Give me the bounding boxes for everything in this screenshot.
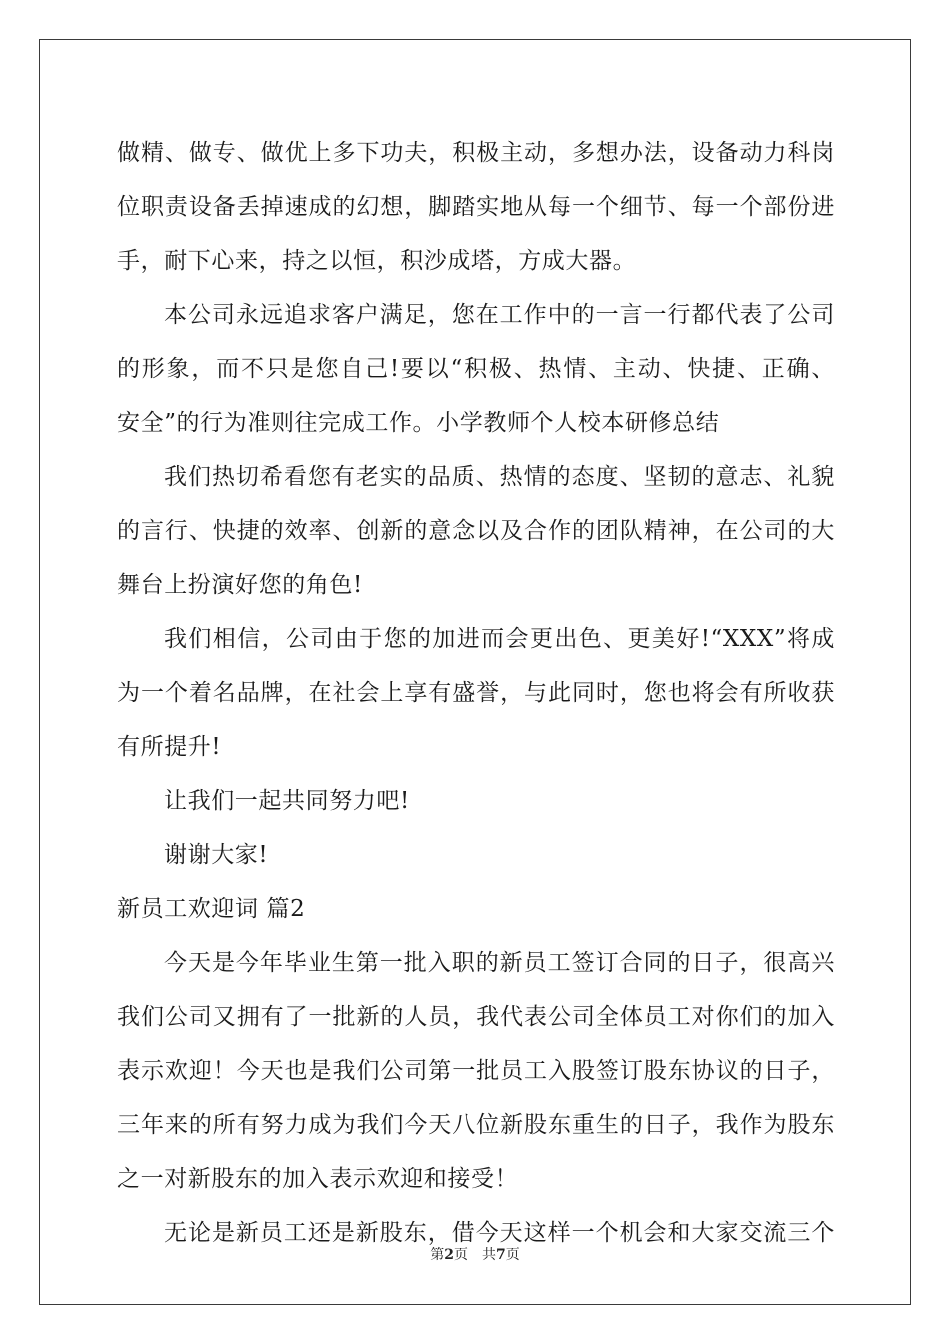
- page-number-prefix: 第: [430, 1247, 445, 1263]
- paragraph-start-line: 无论是新员工还是新股东，借今天这样一个机会和大家交流三个: [164, 1220, 835, 1246]
- text-line: 的言行、快捷的效率、创新的意念以及合作的团队精神，在公司的大: [117, 518, 835, 544]
- total-pages-unit: 页: [505, 1247, 520, 1263]
- paragraph-start-line: 我们相信，公司由于您的加进而会更出色、更美好!“XXX”将成: [164, 626, 835, 652]
- text-line: 有所提升!: [117, 734, 222, 760]
- paragraph-start-line: 今天是今年毕业生第一批入职的新员工签订合同的日子，很高兴: [164, 950, 835, 976]
- total-pages-prefix: 共: [482, 1247, 496, 1263]
- page-number-unit: 页: [454, 1247, 468, 1263]
- page-footer: [0, 1245, 950, 1265]
- text-line: 我们公司又拥有了一批新的人员，我代表公司全体员工对你们的加入: [117, 1004, 835, 1030]
- document-body: [117, 126, 835, 1260]
- paragraph-start-line: 让我们一起共同努力吧!: [164, 788, 410, 814]
- paragraph-start-line: 谢谢大家!: [164, 842, 269, 868]
- text-line: 手，耐下心来，持之以恒，积沙成塔，方成大器。: [117, 248, 637, 274]
- paragraph-start-line: 我们热切希看您有老实的品质、热情的态度、坚韧的意志、礼貌: [164, 464, 835, 490]
- current-page-number: 2: [444, 1247, 454, 1263]
- text-line: 做精、做专、做优上多下功夫，积极主动，多想办法，设备动力科岗: [117, 140, 835, 166]
- text-line: 安全”的行为准则往完成工作。小学教师个人校本研修总结: [117, 410, 720, 436]
- paragraph-start-line: 本公司永远追求客户满足，您在工作中的一言一行都代表了公司: [164, 302, 835, 328]
- text-line: 表示欢迎！今天也是我们公司第一批员工入股签订股东协议的日子，: [117, 1058, 835, 1084]
- text-line: 位职责设备丢掉速成的幻想，脚踏实地从每一个细节、每一个部份进: [117, 194, 835, 220]
- text-line: 为一个着名品牌，在社会上享有盛誉，与此同时，您也将会有所收获: [117, 680, 835, 706]
- text-line: 舞台上扮演好您的角色!: [117, 572, 363, 598]
- text-line: 的形象，而不只是您自己!要以“积极、热情、主动、快捷、正确、: [117, 356, 835, 382]
- text-line: 之一对新股东的加入表示欢迎和接受！: [117, 1166, 519, 1192]
- section-heading: 新员工欢迎词 篇2: [117, 896, 306, 922]
- total-page-count: 7: [496, 1247, 506, 1263]
- text-line: 三年来的所有努力成为我们今天八位新股东重生的日子，我作为股东: [117, 1112, 835, 1138]
